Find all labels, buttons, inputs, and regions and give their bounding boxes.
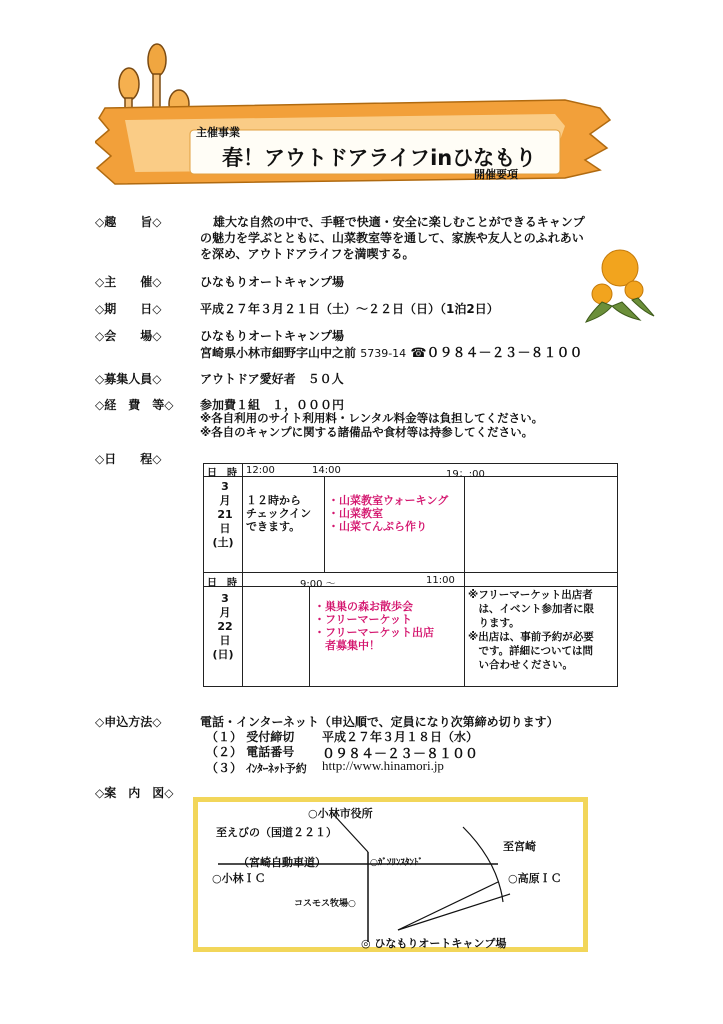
host-label: ◇主 催◇	[95, 275, 162, 289]
map-kobayashi-ic: ○小林ＩＣ	[212, 872, 266, 885]
day1-month-number: 3	[221, 480, 229, 493]
day1-checkin-3: できます。	[246, 520, 301, 533]
schedule-label: ◇日 程◇	[95, 452, 162, 466]
apply-item-3	[206, 759, 307, 776]
day1-time-2: 14:00	[312, 465, 341, 476]
cost-label: ◇経 費 等◇	[95, 398, 174, 412]
cost-note-1: ※各自利用のサイト利用料・レンタル料金等は負担してください。	[200, 411, 544, 425]
apply-item-2-key: 電話番号	[246, 745, 295, 759]
day2-note-5: です。詳細については問	[468, 645, 593, 657]
map-cosmos-farm: コスモス牧場○	[294, 899, 356, 909]
purpose-line-3: を深め、アウトドアライフを満喫する。	[200, 247, 415, 261]
day2-note-1: ※フリーマーケット出店者	[468, 589, 593, 601]
apply-item-2-value: ０９８４－２３－８１００	[322, 747, 479, 762]
date-label: ◇期 日◇	[95, 302, 162, 316]
day1-checkin-1: １２時から	[246, 494, 301, 507]
venue-address	[200, 342, 583, 361]
day2-header: 日 時	[207, 578, 237, 589]
map-ebino: 至えびの（国道２２１）	[216, 826, 337, 839]
apply-item-1-key: 受付締切	[246, 730, 295, 744]
cost-note-2: ※各自のキャンプに関する諸備品や食材等は持参してください。	[200, 425, 534, 439]
apply-label: ◇申込方法◇	[95, 715, 162, 729]
map-expressway: （宮崎自動車道）	[238, 856, 326, 869]
apply-item-3-key: ｲﾝﾀｰﾈｯﾄ予約	[246, 762, 307, 775]
day2-event-3: ・フリーマーケット出店	[314, 626, 435, 639]
website-link[interactable]: http://www.hinamori.jp	[322, 758, 444, 773]
purpose-line-1: 雄大な自然の中で、手軽で快適・安全に楽しむことができるキャンプ	[213, 215, 585, 229]
map-label: ◇案 内 図◇	[95, 786, 174, 800]
page-title: 春！アウトドアライフinひなもり	[222, 146, 537, 170]
day2-weekday: (日)	[212, 648, 234, 661]
day1-weekday: (土)	[212, 536, 234, 549]
venue-address-number: 5739-14	[360, 347, 407, 360]
day2-time-1: 9:00 ～	[300, 579, 336, 590]
date-value: 平成２７年３月２１日（土）～２２日（日）（1泊2日）	[200, 302, 499, 316]
apply-item-2	[206, 743, 294, 760]
venue-phone: ☎０９８４－２３－８１００	[410, 346, 583, 361]
map-gas-station: ○ｶﾞｿﾘﾝｽﾀﾝﾄﾞ	[370, 858, 423, 868]
day2-day-label: 日	[219, 634, 231, 647]
day1-checkin-2: チェックイン	[246, 507, 312, 520]
apply-item-1-num: （１）	[206, 730, 243, 744]
map-takaharu-ic: ○高原ＩＣ	[508, 872, 562, 885]
apply-item-3-num: （３）	[206, 761, 243, 775]
day1-event-2: ・山菜教室	[328, 507, 383, 520]
host-value: ひなもりオートキャンプ場	[200, 275, 345, 289]
day1-event-3: ・山菜てんぷら作り	[328, 520, 427, 533]
venue-address-text: 宮崎県小林市細野字山中之前	[200, 346, 357, 360]
purpose-label: ◇趣 旨◇	[95, 215, 162, 229]
day2-note-4: ※出店は、事前予約が必要	[468, 631, 594, 643]
flower-decoration	[582, 246, 658, 326]
banner-decoration	[95, 38, 615, 198]
day2-note-3: ります。	[468, 617, 520, 629]
day1-day-number: 21	[217, 508, 233, 521]
access-map	[193, 797, 588, 952]
venue-label: ◇会 場◇	[95, 329, 162, 343]
apply-item-2-num: （２）	[206, 745, 243, 759]
day2-time-2: 11:00	[426, 575, 455, 586]
apply-value: 電話・インターネット（申込順で、定員になり次第締め切ります）	[200, 715, 559, 729]
banner-subtitle: 開催要項	[474, 168, 518, 181]
day2-month-label: 月	[219, 606, 231, 619]
cost-fee: 参加費１組 １，０００円	[200, 398, 345, 412]
day2-event-1: ・巣巣の森お散歩会	[314, 600, 413, 613]
schedule-table	[203, 463, 618, 687]
day2-note-6: い合わせください。	[468, 659, 573, 671]
purpose-line-2: の魅力を学ぶとともに、山菜教室等を通して、家族や友人とのふれあい	[200, 231, 584, 245]
day1-time-1: 12:00	[246, 465, 275, 476]
apply-item-1-value: 平成２７年３月１８日（水）	[322, 730, 479, 744]
day2-event-2: ・フリーマーケット	[314, 613, 413, 626]
day1-event-1: ・山菜教室ウォーキング	[328, 494, 449, 507]
day1-day-label: 日	[219, 522, 231, 535]
capacity-value: アウトドア愛好者 ５０人	[200, 372, 344, 386]
map-city-hall: ○小林市役所	[308, 807, 373, 820]
map-miyazaki: 至宮崎	[503, 840, 536, 853]
organizer-label: 主催事業	[196, 126, 240, 139]
day2-event-4: 者募集中！	[314, 639, 380, 652]
map-campsite: ◎ ひなもりオートキャンプ場	[361, 937, 507, 950]
day1-month-label: 月	[219, 494, 231, 507]
day2-month-number: 3	[221, 592, 229, 605]
day1-time-3: 19：:00	[446, 469, 485, 480]
day1-header: 日 時	[207, 468, 237, 479]
day2-day-number: 22	[217, 620, 233, 633]
capacity-label: ◇募集人員◇	[95, 372, 162, 386]
venue-name: ひなもりオートキャンプ場	[200, 329, 345, 343]
day2-note-2: は、イベント参加者に限	[468, 603, 594, 615]
